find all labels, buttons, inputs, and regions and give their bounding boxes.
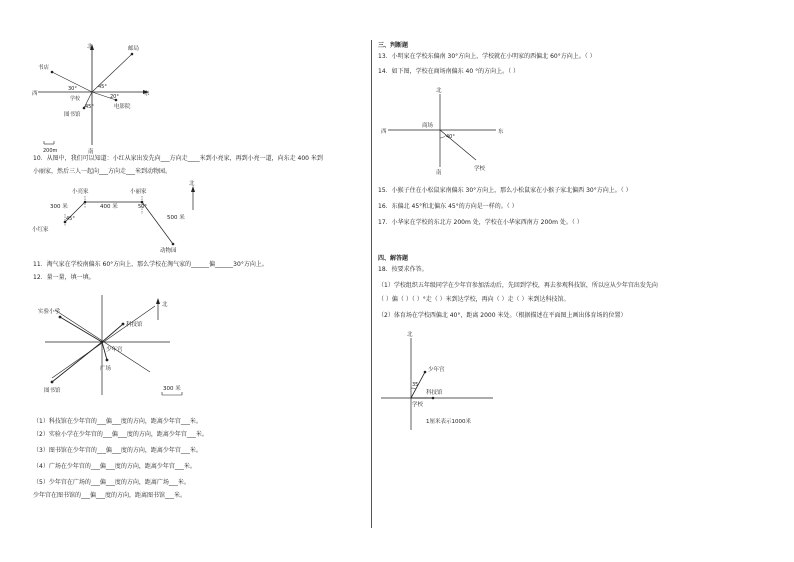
q14-south: 南	[436, 170, 442, 176]
q10-m300: 300 米	[50, 204, 68, 210]
q13-text: 13．小明家在学校东偏南 30°方向上，学校就在小明家的西偏北 60°方向上。（ ）	[378, 53, 596, 60]
q18-palace: 少年宫	[428, 367, 445, 373]
q12-item-1: （1）科技馆在少年宫的___偏___度的方向，距离少年宫___米。	[33, 418, 202, 425]
fig1-north: 北	[87, 44, 93, 50]
section-4-title: 四、解答题	[378, 255, 409, 262]
q12-scale: 300 米	[163, 386, 181, 392]
q14-east: 东	[498, 129, 504, 135]
q14-angle: 40°	[446, 134, 455, 140]
q15-text: 15．小猴子住在小松鼠家南偏东 30°方向上，那么小松鼠家在小猴子家北偏西 30°方向上。（ ）	[378, 187, 632, 194]
q12-square: 广场	[100, 366, 112, 372]
youth-palace-map-figure	[30, 290, 205, 410]
q10-zoo: 动物园	[160, 248, 177, 254]
q12-palace: 少年宫	[106, 347, 123, 353]
fig1-library: 图书馆	[64, 112, 81, 118]
q10-line2: 小丽家，然后三人一起向___方向走___米到动物园。	[33, 168, 172, 175]
q12-item-4: （4）广场在少年宫的___偏___度的方向，距离少年宫___米。	[33, 463, 196, 470]
q10-liang: 小亮家	[72, 189, 89, 195]
q12-tech: 科技馆	[126, 322, 143, 328]
q12-item-3: （3）图书馆在少年宫的___偏___度的方向，距离少年宫___米。	[33, 447, 202, 454]
q12-item-2: （2）实验小学在少年宫的___偏___度的方向，距离少年宫___米。	[33, 431, 208, 438]
q12-school: 实验小学	[38, 309, 61, 315]
q18-text: 18．按要求作答。	[378, 266, 428, 273]
fig1-angle-45b: 45°	[85, 104, 94, 110]
q18-part1-line1: （1）学校组织五年级同学在少年宫参加活动后，先回到学校，再去参观科技馆，所以应从少年宫出发先向	[378, 282, 658, 289]
q12-library: 图书馆	[44, 388, 61, 394]
fig1-angle-30: 30°	[68, 86, 77, 92]
q17-text: 17．小华家在学校的东北方 200m 处，学校在小华家西南方 200m 处。（ ）	[378, 219, 583, 226]
fig1-east: 东	[144, 91, 150, 97]
q18-north: 北	[407, 332, 413, 338]
fig1-school: 学校	[70, 96, 81, 102]
mall-school-figure	[378, 82, 513, 177]
q18-tech: 科技馆	[426, 390, 443, 396]
q11-text: 11．淘气家在学校南偏东 60°方向上，那么学校在淘气家的______偏______30°方向上。	[33, 261, 268, 268]
fig1-south: 南	[88, 149, 94, 155]
q10-hong: 小红家	[32, 227, 49, 233]
q14-west: 西	[381, 129, 387, 135]
q10-line1: 10．从图中，我们可以知道：小红从家出发先向___方向走____米到小亮家，再到小亮一道，向东走 400 米到	[33, 155, 323, 162]
q16-text: 16．东偏北 45°和北偏东 45°的方向是一样的。（ ）	[378, 203, 518, 210]
q10-a50: 50°	[138, 204, 147, 210]
q12-north: 北	[162, 302, 168, 308]
q18-part1-line2: （ ）偏（ ）（ ）°走（ ）米到达学校，再向（ ）走（ ）米到达科技馆。	[378, 296, 570, 303]
palace-to-school-ray	[60, 317, 102, 342]
fig1-cinema: 电影院	[114, 104, 131, 110]
fig1-angle-45: 45°	[98, 84, 107, 90]
q12-item-5: （5）少年宫在广场的___偏___度的方向，距离广场___米。	[33, 479, 190, 486]
q14-mall: 商场	[422, 123, 434, 129]
route-map-figure	[30, 182, 210, 254]
q12-title: 12．量一量，填一填。	[33, 274, 95, 281]
section-3-title: 三、判断题	[378, 42, 409, 49]
q12-item-6: 少年宫在图书馆的___偏___度的方向，距离图书馆___米。	[33, 492, 187, 499]
palace-to-library-ray	[52, 342, 102, 382]
q10-a45: 45°	[66, 216, 75, 222]
compass-map-figure	[30, 40, 160, 160]
fig1-bookstore: 书店	[38, 65, 50, 71]
fig1-post: 邮局	[128, 46, 140, 52]
north-arrow-icon	[156, 298, 160, 304]
fig1-scale: 200m	[43, 148, 58, 154]
q10-m400: 400 米	[100, 204, 118, 210]
q10-li: 小丽家	[130, 189, 147, 195]
fig1-west: 西	[32, 91, 38, 97]
palace-to-tech-ray	[102, 324, 123, 342]
q14-text: 14．如下图，学校在商场南偏东 40 °的方向上。（ ）	[378, 68, 519, 75]
q14-school: 学校	[474, 166, 486, 172]
q18-scale: 1厘米表示1000米	[426, 419, 471, 425]
q10-m500: 500 米	[167, 215, 185, 221]
q18-angle: 35	[412, 382, 419, 388]
column-divider	[371, 40, 372, 528]
q18-part2: （2）体育场在学校西偏北 40°，距离 2000 米处。（根据描述在平面图上画出体育场的位置）	[378, 312, 627, 319]
school-plan-figure	[378, 330, 518, 435]
q10-north: 北	[189, 181, 195, 187]
q18-school: 学校	[412, 402, 424, 408]
q14-north: 北	[436, 88, 442, 94]
fig1-angle-20: 20°	[110, 94, 119, 100]
